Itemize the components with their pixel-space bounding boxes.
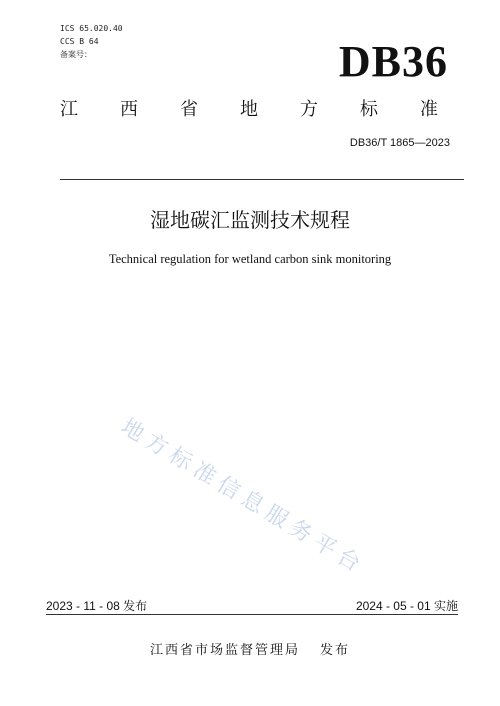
category-char: 准 — [420, 99, 438, 120]
issuer-line — [0, 642, 500, 660]
category-char: 西 — [120, 99, 138, 120]
standard-category — [0, 98, 500, 122]
document-title-en: Technical regulation for wetland carbon sink monitoring — [108, 252, 392, 266]
document-title-zh: 湿地碳汇监测技术规程 — [150, 208, 350, 232]
header-divider — [60, 179, 464, 180]
standard-number: DB36/T 1865—2023 — [349, 137, 450, 149]
standard-logo: DB36 — [338, 37, 448, 86]
ics-code: ICS 65.020.40 — [60, 24, 123, 33]
category-char: 省 — [180, 99, 198, 120]
category-char: 江 — [60, 99, 78, 120]
category-char: 地 — [240, 99, 258, 120]
date-row — [46, 598, 458, 614]
category-char: 方 — [300, 99, 318, 120]
issuer-name: 江西省市场监督管理局 — [149, 643, 300, 658]
issue-date: 2023 - 11 - 08 发布 — [46, 599, 148, 613]
footer-divider — [46, 614, 458, 615]
ccs-code: CCS B 64 — [60, 37, 99, 46]
issuer-action: 发布 — [320, 643, 351, 658]
record-number-label: 备案号： — [60, 50, 92, 59]
category-char: 标 — [360, 99, 378, 120]
watermark: 地方标准信息服务平台 — [116, 414, 370, 580]
implementation-date: 2024 - 05 - 01 实施 — [355, 599, 458, 613]
